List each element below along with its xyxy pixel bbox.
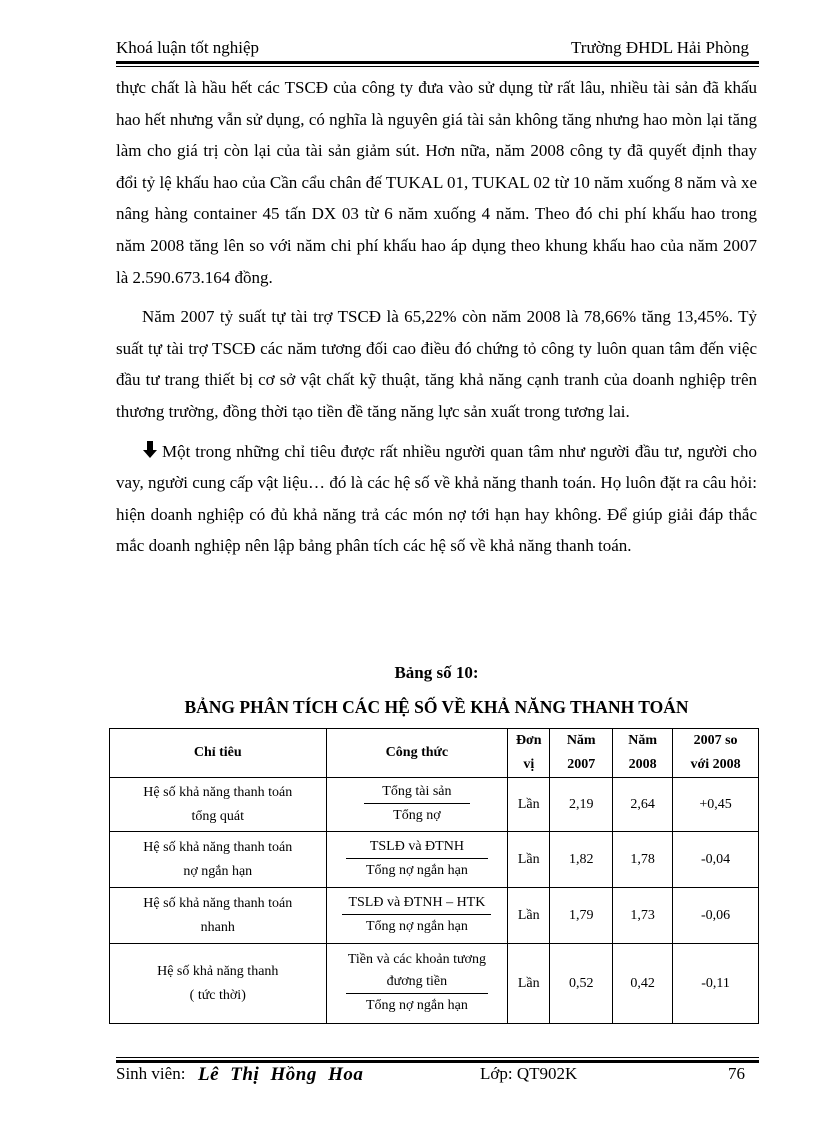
- footer-rule: [116, 1060, 759, 1063]
- header-rule: [116, 61, 759, 64]
- row-value-2007: 1,82: [550, 832, 613, 888]
- footer-rule-thin: [116, 1057, 759, 1058]
- row-unit: Lần: [508, 944, 550, 1024]
- row-indicator: Hệ số khả năng thanh toán nợ ngắn hạn: [110, 832, 327, 888]
- table-number: Bảng số 10:: [394, 663, 479, 682]
- row-indicator: Hệ số khả năng thanh toán nhanh: [110, 888, 327, 944]
- row-formula: $\frac{\text{TSLĐ và ĐTNH – HTK}}{\text{Tổng nợ ngắn hạn}}$: [326, 888, 508, 944]
- row-indicator: Hệ số khả năng thanh ( tức thời): [110, 944, 327, 1024]
- body-text: [116, 72, 757, 562]
- col-header-formula: Công thức: [326, 729, 508, 778]
- col-header-indicator: Chỉ tiêu: [110, 729, 327, 778]
- paragraph-3: [116, 436, 757, 562]
- row-value-2008: 0,42: [613, 944, 673, 1024]
- col-header-2007: Năm 2007: [550, 729, 613, 778]
- row-unit: Lần: [508, 778, 550, 832]
- student-name: Lê Thị Hồng Hoa: [198, 1064, 364, 1085]
- table-row: [110, 832, 759, 888]
- row-value-2007: 2,19: [550, 778, 613, 832]
- row-unit: Lần: [508, 832, 550, 888]
- row-value-2008: 1,73: [613, 888, 673, 944]
- page-header: [116, 38, 759, 62]
- row-difference: +0,45: [673, 778, 759, 832]
- table-header-row: [110, 729, 759, 778]
- col-header-unit: Đơn vị: [508, 729, 550, 778]
- header-thesis-label: Khoá luận tốt nghiệp: [116, 38, 260, 57]
- table-row: [110, 944, 759, 1024]
- row-formula: $\frac{\text{TSLĐ và ĐTNH}}{\text{Tổng nợ ngắn hạn}}$: [326, 832, 508, 888]
- row-value-2008: 2,64: [613, 778, 673, 832]
- col-header-compare: 2007 so với 2008: [673, 729, 759, 778]
- row-value-2007: 1,79: [550, 888, 613, 944]
- table-row: [110, 888, 759, 944]
- table-row: [110, 778, 759, 832]
- student-label: Sinh viên:: [116, 1064, 186, 1083]
- row-value-2008: 1,78: [613, 832, 673, 888]
- header-university: Trường ĐHDL Hải Phòng: [571, 38, 749, 57]
- paragraph-1: thực chất là hầu hết các TSCĐ của công ty đưa vào sử dụng từ rất lâu, nhiều tài sản đã khấu hao hết nhưng vẫn sử dụng, có nghĩa là nguyên giá tài sản không tăng nhưng hao mòn lại tăng làm cho giá trị còn lại của tài sản giảm sút. Hơn nữa, năm 2008 công ty đã quyết định thay đổi tỷ lệ khấu hao của Cần cẩu chân đế TUKAL 01, TUKAL 02 từ 10 năm xuống 8 năm và xe nâng hàng container 45 tấn DX 03 từ 6 năm xuống 4 năm. Theo đó chi phí khấu hao trong năm 2008 tăng lên so với năm chi phí khấu hao áp dụng theo khung khấu hao của năm 2007 là 2.590.673.164 đồng.: [116, 78, 757, 287]
- header-rule-thin: [116, 66, 759, 67]
- page-footer: [116, 1064, 759, 1088]
- page-number: 76: [728, 1064, 745, 1083]
- paragraph-2: Năm 2007 tỷ suất tự tài trợ TSCĐ là 65,22% còn năm 2008 là 78,66% tăng 13,45%. Tỷ suất tự tài trợ TSCĐ các năm tương đối cao điều đó chứng tỏ công ty luôn quan tâm đến việc đầu tư trang thiết bị cơ sở vật chất kỹ thuật, tăng khả năng cạnh tranh của doanh nghiệp trên thương trường, đồng thời tạo tiền đề tăng năng lực sản xuất trong tương lai.: [116, 307, 757, 421]
- col-header-2008: Năm 2008: [613, 729, 673, 778]
- paragraph-3-text: Một trong những chỉ tiêu được rất nhiều người quan tâm như người đầu tư, người cho vay, người cung cấp vật liệu… đó là các hệ số về khả năng thanh toán. Họ luôn đặt ra câu hỏi: hiện doanh nghiệp có đủ khả năng trả các món nợ tới hạn hay không. Để giúp giải đáp thắc mắc doanh nghiệp nên lập bảng phân tích các hệ số về khả năng thanh toán.: [116, 441, 757, 556]
- class-label: Lớp: QT902K: [480, 1064, 578, 1083]
- row-difference: -0,11: [673, 944, 759, 1024]
- row-difference: -0,04: [673, 832, 759, 888]
- row-indicator: Hệ số khả năng thanh toán tổng quát: [110, 778, 327, 832]
- row-difference: -0,06: [673, 888, 759, 944]
- liquidity-ratio-table: [109, 728, 759, 1024]
- row-formula: $\frac{\text{Tổng tài sản}}{\text{Tổng nợ}}$: [326, 778, 508, 832]
- row-value-2007: 0,52: [550, 944, 613, 1024]
- row-unit: Lần: [508, 888, 550, 944]
- table-title: BẢNG PHÂN TÍCH CÁC HỆ SỐ VỀ KHẢ NĂNG THANH TOÁN: [184, 697, 689, 717]
- row-formula: Tiền và các khoản tương đương tiền Tổng nợ ngắn hạn: [326, 944, 508, 1024]
- down-arrow-icon: [142, 441, 158, 459]
